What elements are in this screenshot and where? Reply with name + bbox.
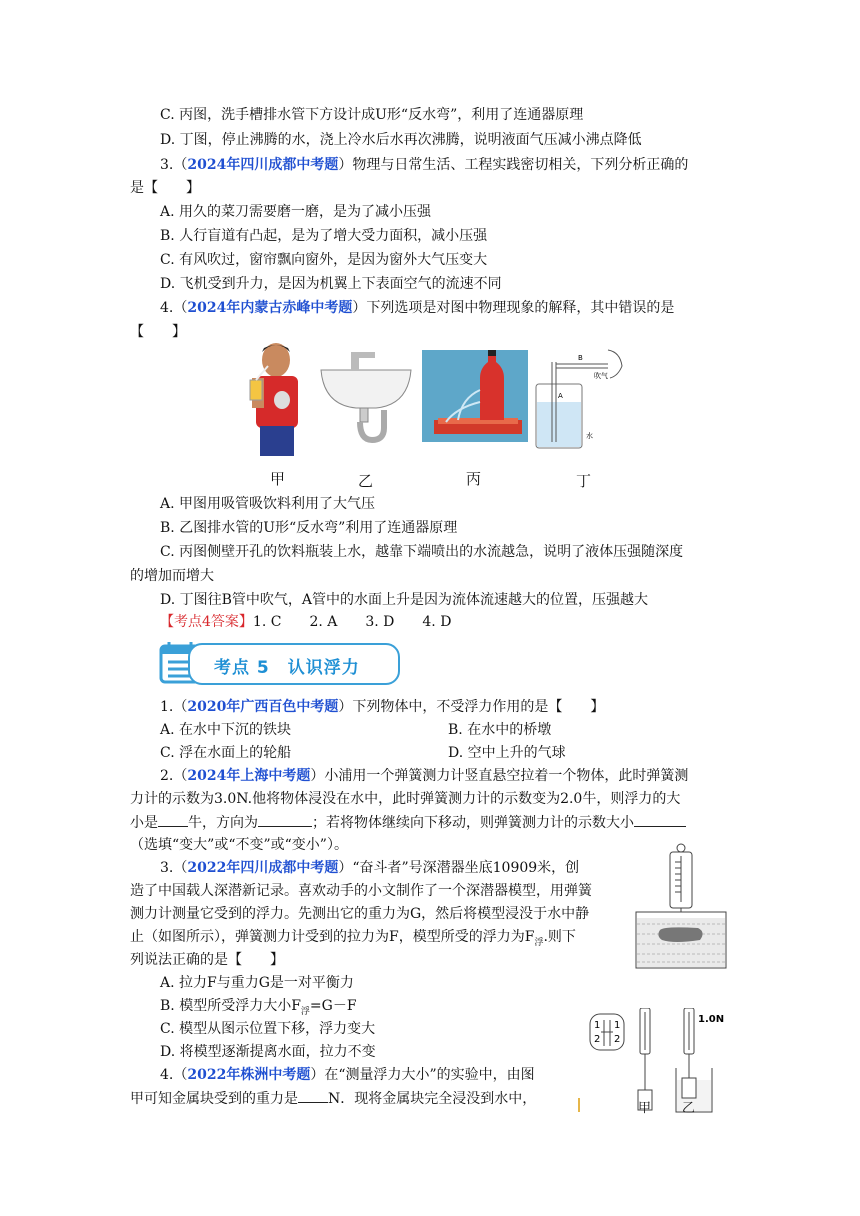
scale-mark: 1 [614,1020,621,1031]
s5-question-4: 4.（2022年株洲中考题）在“测量浮力大小”的实验中，由图 [160,1067,535,1083]
source-tag: 2022年四川成都中考题 [187,860,339,876]
q3-option-a: A. 用久的菜刀需要磨一磨，是为了减小压强 [160,204,432,220]
q4-option-b: B. 乙图排水管的U形“反水弯”利用了连通器原理 [160,520,458,536]
tube-blow-figure [530,342,630,452]
tube-b-label: B [578,354,583,362]
s5-q1-option-d: D. 空中上升的气球 [448,745,566,761]
s5-q2-line4: （选填“变大”或“不变”或“变小”）。 [130,837,348,853]
answer-blank[interactable] [298,1088,328,1103]
fig-label-jia: 甲 [270,470,286,488]
source-tag: 2022年株洲中考题 [187,1067,311,1083]
scale-reading: 1.0N [698,1014,725,1025]
q3-option-b: B. 人行盲道有凸起，是为了增大受力面积，减小压强 [160,228,488,244]
s5-q3-line4: 止（如图所示），弹簧测力计受到的拉力为F，模型所受的浮力为$F_浮$.则下 [130,929,576,948]
bottle-spray-figure [422,350,528,442]
s5-q3-line2: 造了中国载人深潜新记录。喜欢动手的小文制作了一个深潜器模型，用弹簧 [130,883,592,899]
q4-option-d: D. 丁图往B管中吹气，A管中的水面上升是因为流体流速越大的位置，压强越大 [160,592,649,608]
question-4: 4.（2024年内蒙古赤峰中考题）下列选项是对图中物理现象的解释，其中错误的是 [160,300,675,316]
s5-question-1: 1.（2020年广西百色中考题）下列物体中，不受浮力作用的是【 】 [160,699,605,715]
s5-q1-option-a: A. 在水中下沉的铁块 [160,722,292,738]
water-label: 水 [586,432,593,440]
answer-line: 【考点4答案】1. C 2. A 3. D 4. D [160,614,452,630]
scale-mark: 2 [594,1034,601,1045]
scale-mark: 2 [614,1034,621,1045]
answer-blank[interactable] [158,812,188,827]
s5-q3-option-c: C. 模型从图示位置下移，浮力变大 [160,1021,376,1037]
s5-q3-line3: 测力计测量它受到的浮力。先测出它的重力为G，然后将模型浸没于水中静 [130,906,590,922]
float-measurement-figure [588,1008,728,1118]
source-tag: 2024年上海中考题 [187,768,311,784]
source-tag: 2020年广西百色中考题 [187,699,339,715]
fig-label-yi: 乙 [358,472,374,490]
fig-label-ding: 丁 [576,472,592,490]
source-tag: 2024年四川成都中考题 [187,157,339,173]
tube-a-label: A [558,392,563,400]
fig-label-bing: 丙 [466,470,482,488]
emphasis-wrong: 错误 [618,300,647,316]
source-tag: 2024年内蒙古赤峰中考题 [187,300,353,316]
s5-q4-line2: 甲可知金属块受到的重力是 N．现将金属块完全浸没到水中， [130,1088,536,1109]
scale-mark: 1 [594,1020,601,1031]
question-4-tail: 【 】 [130,324,186,340]
fig2-label-jia: 甲 [638,1101,652,1116]
q3-option-d: D. 飞机受到升力，是因为机翼上下表面空气的流速不同 [160,276,502,292]
s5-q1-option-c: C. 浮在水面上的轮船 [160,745,292,761]
q4-option-c-line2: 的增加而增大 [130,568,214,584]
question-3: 3.（2024年四川成都中考题）物理与日常生活、工程实践密切相关，下列分析正确的 [160,157,689,173]
q3-option-c: C. 有风吹过，窗帘飘向窗外，是因为窗外大气压变大 [160,252,488,268]
s5-q3-option-d: D. 将模型逐渐提离水面，拉力不变 [160,1044,376,1060]
option-d-prev: D. 丁图，停止沸腾的水，浇上冷水后水再次沸腾，说明液面气压减小沸点降低 [160,132,642,148]
s5-q1-option-b: B. 在水中的桥墩 [448,722,552,738]
blow-label: 吹气 [594,372,608,380]
s5-question-2: 2.（2024年上海中考题）小浦用一个弹簧测力计竖直悬空拉着一个物体，此时弹簧测 [160,768,689,784]
question-3-tail: 是【 】 [130,180,200,196]
answer-blank[interactable] [634,812,686,827]
sink-figure [316,350,416,445]
section-banner [158,640,398,686]
boy-drinking-figure [242,338,312,458]
s5-question-3: 3.（2022年四川成都中考题）“奋斗者”号深潜器坐底10909米，创 [160,860,580,876]
answer-blank[interactable] [258,812,312,827]
fig2-label-yi: 乙 [682,1101,696,1116]
s5-q3-option-b: B. 模型所受浮力大小$F_浮=G-F$ [160,998,357,1017]
margin-mark [578,1098,580,1112]
option-c-prev: C. 丙图，洗手槽排水管下方设计成U形“反水弯”，利用了连通器原理 [160,107,584,123]
s5-q3-line5: 列说法正确的是【 】 [130,952,284,968]
q4-option-a: A. 甲图用吸管吸饮料利用了大气压 [160,496,376,512]
section-title: 考点 5 认识浮力 [214,658,360,678]
q4-option-c-line1: C. 丙图侧壁开孔的饮料瓶装上水，越靠下端喷出的水流越急，说明了液体压强随深度 [160,544,684,560]
s5-q3-option-a: A. 拉力F与重力G是一对平衡力 [160,975,354,991]
s5-q2-line2: 力计的示数为3.0N.他将物体浸没在水中，此时弹簧测力计的示数变为2.0牛，则浮力的大 [130,791,681,807]
answer-label: 【考点4答案】 [160,614,253,630]
s5-q2-line3: 小是 牛，方向为 ；若将物体继续向下移动，则弹簧测力计的示数大小 [130,812,686,833]
spring-scale-water-tank-figure [634,842,728,970]
